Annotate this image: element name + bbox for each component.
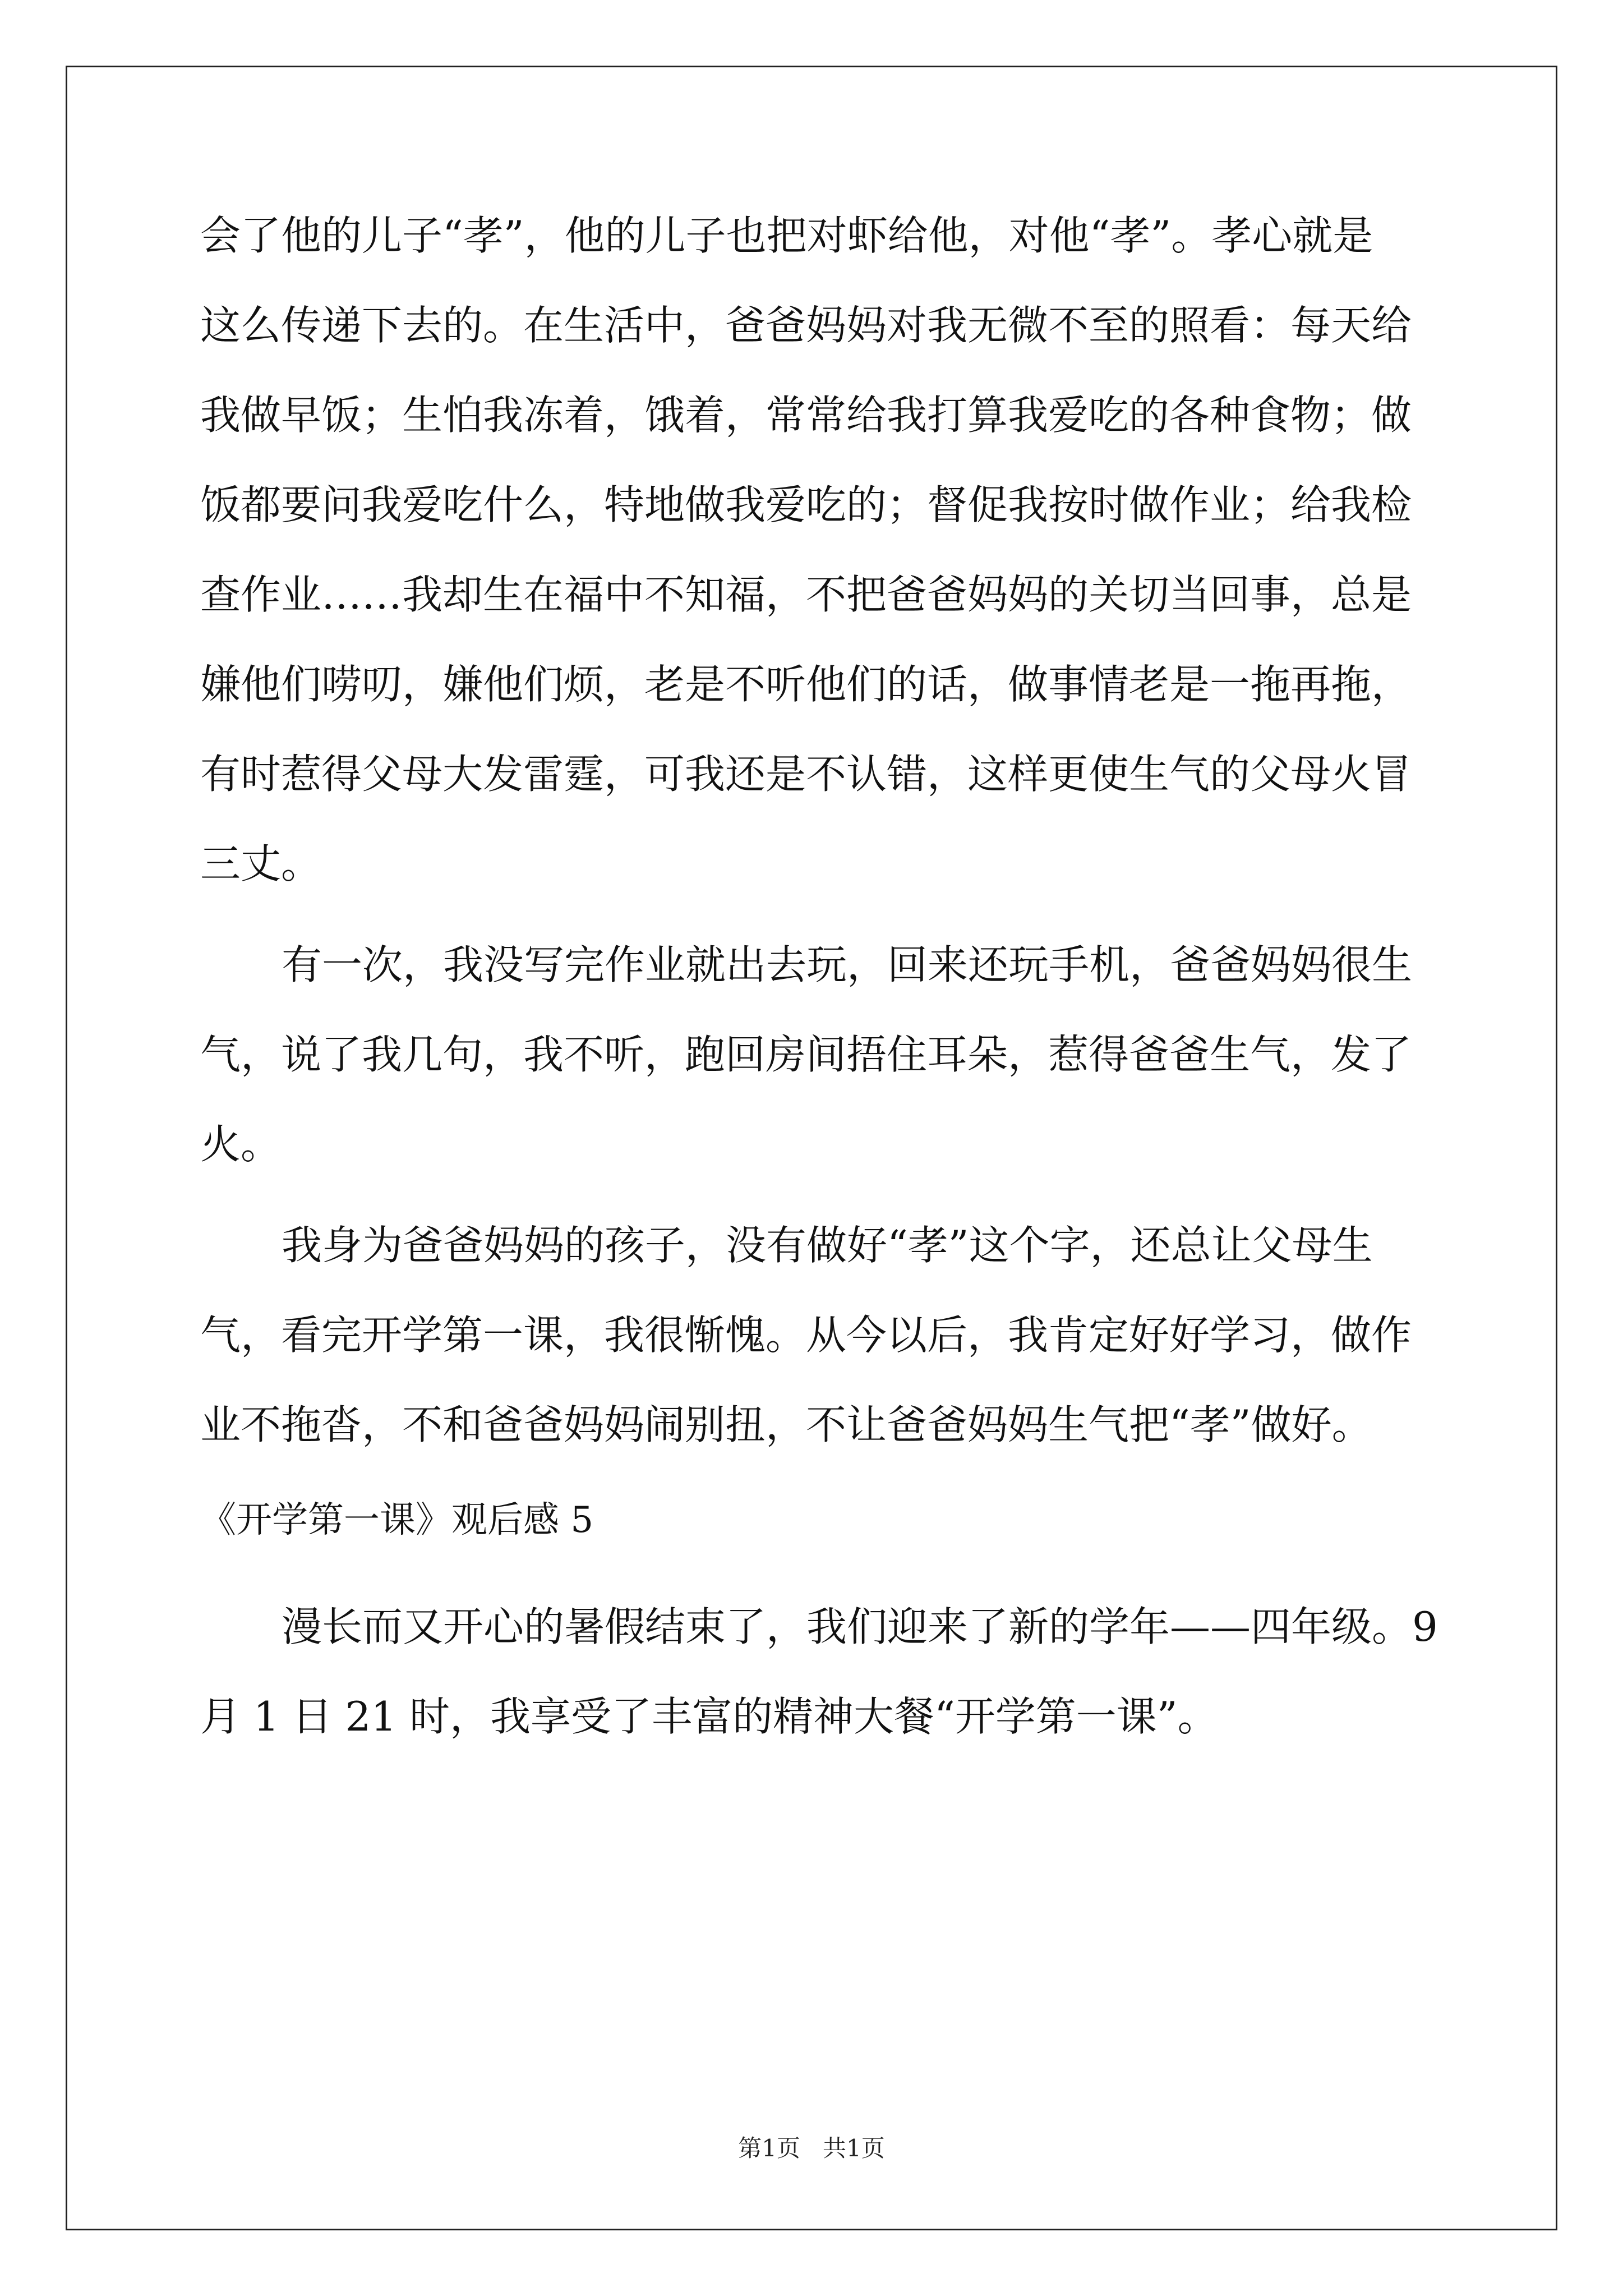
text-line: 我做早饭；生怕我冻着，饿着，常常给我打算我爱吃的各种食物；做 [200,392,1412,439]
paragraph-first-line: 我身为爸爸妈妈的孩子，没有做好“孝”这个字，还总让父母生 [282,1222,1373,1269]
paragraph-first-line: 有一次，我没写完作业就出去玩，回来还玩手机，爸爸妈妈很生 [282,941,1413,988]
page-number-footer: 第1页 共1页 [738,2134,885,2162]
text-line: 会了他的儿子“孝”，他的儿子也把对虾给他，对他“孝”。孝心就是 [200,212,1373,259]
text-line: 有时惹得父母大发雷霆，可我还是不认错，这样更使生气的父母火冒 [200,751,1412,798]
text-line: 火。 [200,1121,282,1168]
text-line: 气，看完开学第一课，我很惭愧。从今以后，我肯定好好学习，做作 [200,1312,1412,1359]
paragraph-first-line: 漫长而又开心的暑假结束了，我们迎来了新的学年——四年级。9 [282,1603,1438,1650]
text-line: 气，说了我几句，我不听，跑回房间捂住耳朵，惹得爸爸生气，发了 [200,1031,1412,1078]
text-line: 查作业……我却生在福中不知福，不把爸爸妈妈的关切当回事，总是 [200,571,1412,618]
text-line: 嫌他们唠叨，嫌他们烦，老是不听他们的话，做事情老是一拖再拖， [200,661,1412,708]
text-line: 这么传递下去的。在生活中，爸爸妈妈对我无微不至的照看：每天给 [200,302,1412,349]
section-heading: 《开学第一课》观后感 5 [200,1499,594,1541]
text-line: 饭都要问我爱吃什么，特地做我爱吃的；督促我按时做作业；给我检 [200,481,1412,528]
text-line: 业不拖沓，不和爸爸妈妈闹别扭，不让爸爸妈妈生气把“孝”做好。 [200,1401,1372,1448]
text-line: 月 1 日 21 时，我享受了丰富的精神大餐“开学第一课”。 [200,1693,1218,1740]
text-line: 三丈。 [200,840,322,887]
